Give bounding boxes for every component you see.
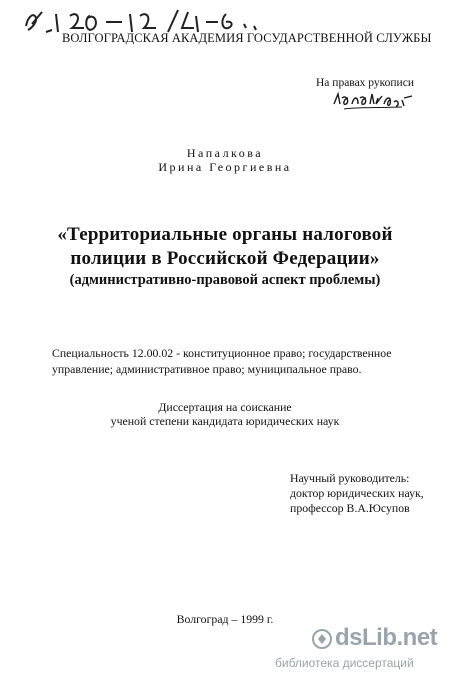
- academy-name: ВОЛГОГРАДСКАЯ АКАДЕМИЯ ГОСУДАРСТВЕННОЙ СЛУЖБЫ: [62, 31, 432, 45]
- advisor-line-3: профессор В.А.Юсупов: [290, 501, 410, 515]
- dslib-logo-icon: [311, 628, 333, 650]
- specialty-text: Специальность 12.00.02 - конституционное право; государственное управление; административное право; муниципальное право.: [52, 346, 392, 376]
- author-given-names: Ирина Георгиевна: [158, 160, 292, 174]
- title-subtitle: (административно-правовой аспект проблемы): [69, 272, 381, 288]
- watermark-caption: библиотека диссертаций: [275, 656, 414, 670]
- dissertation-line-1: Диссертация на соискание: [158, 400, 292, 414]
- title-line-2: полиции в Российской Федерации»: [70, 248, 380, 269]
- scientific-advisor: [290, 471, 450, 516]
- watermark-brand: dsLib.net: [335, 624, 438, 651]
- dissertation-line-2: ученой степени кандидата юридических наук: [110, 414, 340, 428]
- city-year: Волгоград – 1999 г.: [176, 612, 274, 626]
- signature: [330, 88, 415, 114]
- author-surname: Напалкова: [186, 146, 264, 160]
- dslib-watermark: [275, 624, 445, 672]
- rights-note: На правах рукописи: [316, 77, 414, 89]
- advisor-line-1: Научный руководитель:: [290, 471, 410, 485]
- advisor-line-2: доктор юридических наук,: [290, 486, 424, 500]
- title-line-1: «Территориальные органы налоговой: [57, 224, 393, 245]
